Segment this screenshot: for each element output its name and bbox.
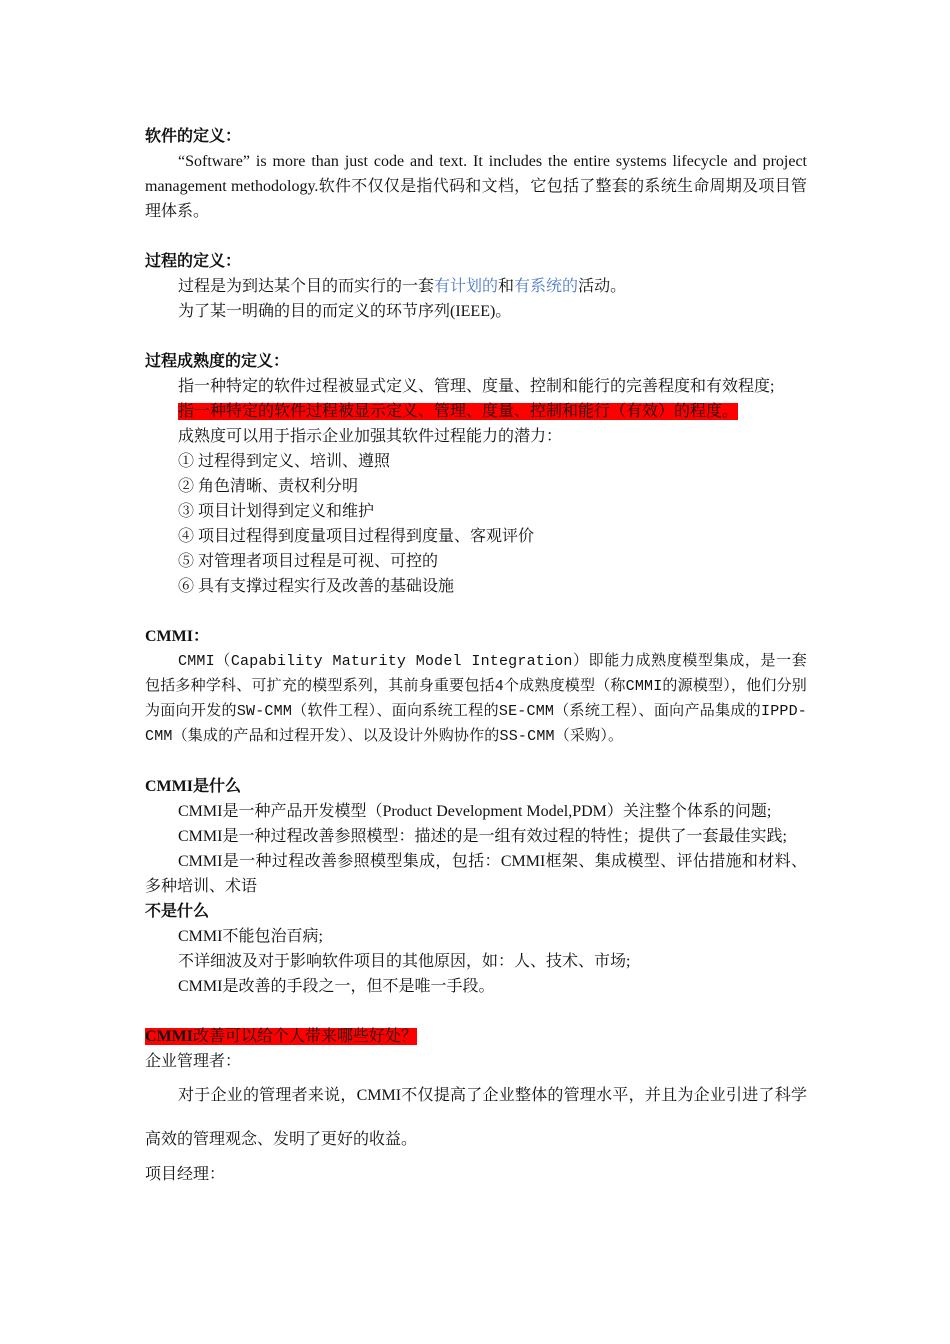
software-definition-body: “Software” is more than just code and text. It includes the entire systems lifecycle and project management methodology.软件不仅仅是指代码和文档，它包括了整套的系统生命周期及项目管理体系。: [145, 153, 807, 220]
blue-text-systematic: 有系统的: [514, 278, 579, 295]
text-run: 活动。: [578, 278, 627, 295]
software-definition-heading: 软件的定义：: [145, 128, 242, 145]
what-is-cmmi-p1: CMMI是一种产品开发模型（Product Development Model,PDM）关注整个体系的问题;: [178, 803, 772, 820]
document-page: [145, 124, 807, 1187]
enterprise-manager-subheading: 企业管理者：: [145, 1053, 242, 1070]
heading-bold-run: CMMI: [145, 1028, 193, 1045]
what-is-not-n2: 不详细波及对于影响软件项目的其他原因，如：人、技术、市场;: [178, 953, 631, 970]
maturity-definition-line-3: 成熟度可以用于指示企业加强其软件过程能力的潜力：: [178, 428, 563, 445]
what-is-not-n1: CMMI不能包治百病;: [178, 928, 323, 945]
highlighted-text: 指一种特定的软件过程被显示定义、管理、度量、控制和能行（有效）的程度。: [178, 403, 739, 420]
benefits-heading: [145, 1024, 807, 1049]
text-run: 和: [498, 278, 515, 295]
what-is-cmmi-p3: CMMI是一种过程改善参照模型集成，包括：CMMI框架、集成模型、评估措施和材料、多种培训、术语: [145, 853, 807, 895]
what-is-not-n3: CMMI是改善的手段之一，但不是唯一手段。: [178, 978, 495, 995]
project-manager-subheading: 项目经理：: [145, 1166, 226, 1183]
highlighted-heading: [145, 1028, 417, 1045]
list-item: ④ 项目过程得到度量项目过程得到度量、客观评价: [178, 528, 535, 545]
list-item: ① 过程得到定义、培训、遵照: [178, 453, 391, 470]
text-run: 过程是为到达某个目的而实行的一套: [178, 278, 435, 295]
what-is-cmmi-p2: CMMI是一种过程改善参照模型：描述的是一组有效过程的特性；提供了一套最佳实践;: [178, 828, 787, 845]
blue-text-planned: 有计划的: [434, 278, 499, 295]
maturity-definition-line-2: [145, 399, 807, 424]
process-definition-line-2: 为了某一明确的目的而定义的环节序列(IEEE)。: [178, 303, 512, 320]
list-item: ⑤ 对管理者项目过程是可视、可控的: [178, 553, 439, 570]
cmmi-body: CMMI（Capability Maturity Model Integration）即能力成熟度模型集成，是一套包括多种学科、可扩充的模型系列，其前身重要包括4个成熟度模型（称CMMI的源模型），他们分别为面向开发的SW-CMM（软件工程）、面向系统工程的SE-CMM（系统工程）、面向产品集成的IPPD-CMM（集成的产品和过程开发）、以及设计外购协作的SS-CMM（采购）。: [145, 653, 807, 745]
list-item: ② 角色清晰、责权利分明: [178, 478, 359, 495]
process-definition-heading: 过程的定义：: [145, 253, 242, 270]
process-definition-line-1: [145, 274, 807, 299]
what-is-not-heading: 不是什么: [145, 903, 210, 920]
cmmi-heading: CMMI：: [145, 628, 209, 645]
maturity-definition-line-1: 指一种特定的软件过程被显式定义、管理、度量、控制和能行的完善程度和有效程度;: [178, 378, 775, 395]
list-item: ③ 项目计划得到定义和维护: [178, 503, 375, 520]
list-item: ⑥ 具有支撑过程实行及改善的基础设施: [178, 578, 455, 595]
enterprise-manager-body: 对于企业的管理者来说，CMMI不仅提高了企业整体的管理水平，并且为企业引进了科学高效的管理观念、发明了更好的收益。: [145, 1087, 807, 1148]
heading-rest-run: 改善可以给个人带来哪些好处？: [192, 1028, 417, 1045]
maturity-definition-heading: 过程成熟度的定义：: [145, 353, 290, 370]
what-is-cmmi-heading: CMMI是什么: [145, 778, 241, 795]
